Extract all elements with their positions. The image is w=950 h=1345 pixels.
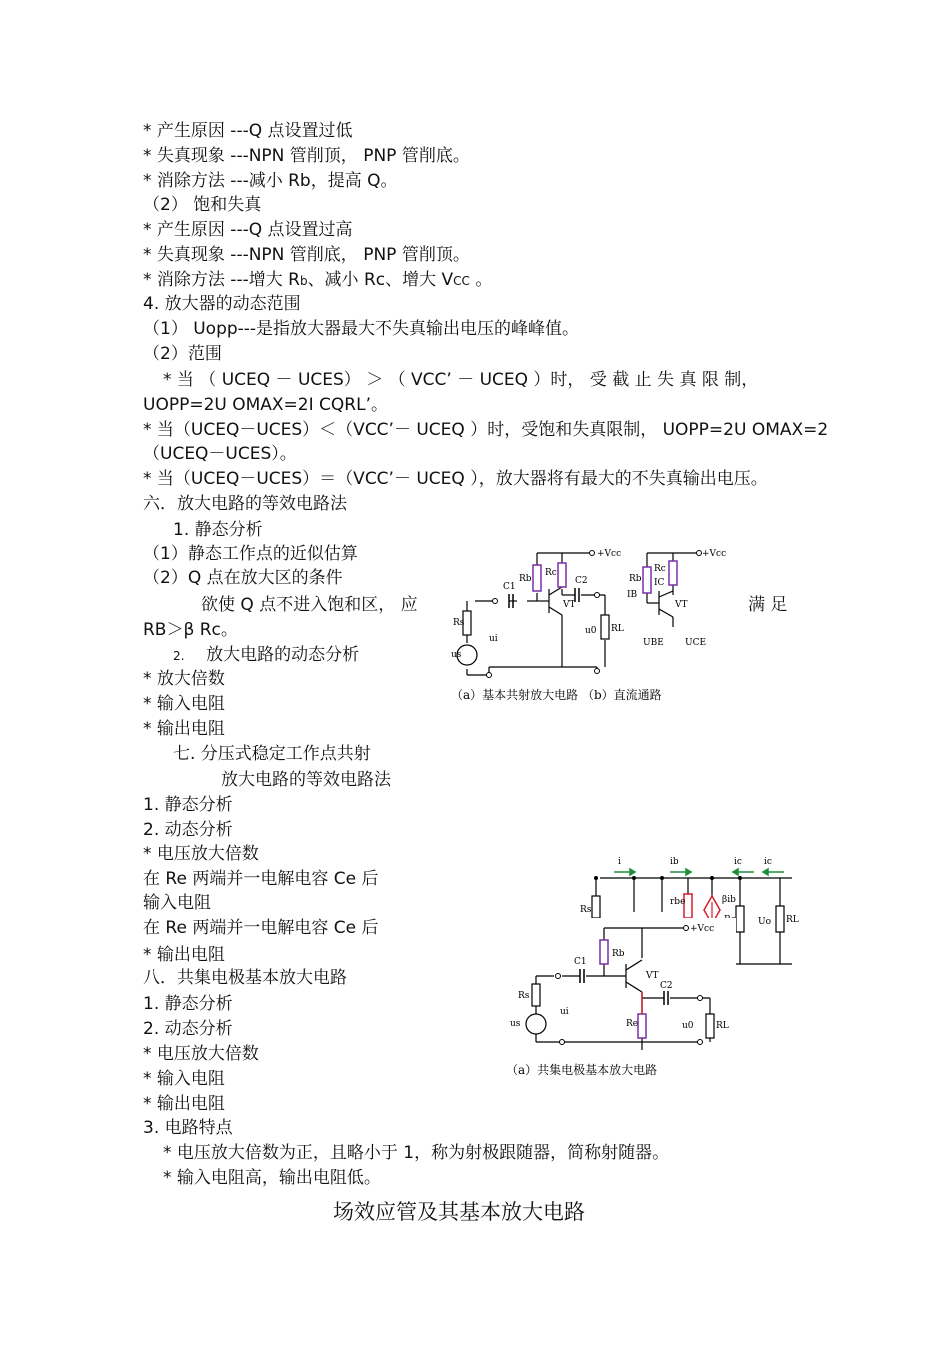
text-line: 1. 静态分析 xyxy=(173,520,263,540)
circuit-figure-cc xyxy=(500,918,736,1080)
re-label: Re xyxy=(626,1019,639,1029)
text-fragment: 。 xyxy=(469,270,493,290)
ube-label: UBE xyxy=(643,638,664,648)
ui-label: ui xyxy=(489,634,498,644)
list-item: * 电压放大倍数为正，且略小于 1，称为射极跟随器，简称射随器。 xyxy=(163,1143,670,1163)
ib-label: ib xyxy=(670,857,679,867)
list-item: * 输入电阻 xyxy=(143,1069,225,1089)
text-line: 输入电阻 xyxy=(143,893,211,913)
text-line: 在 Re 两端并一电解电容 Ce 后 xyxy=(143,869,379,889)
c1-label: C1 xyxy=(574,957,587,967)
text-line: （1） Uopp---是指放大器最大不失真输出电压的峰峰值。 xyxy=(143,319,580,339)
text-line xyxy=(143,269,492,292)
rb-label: Rb xyxy=(612,949,625,959)
transistor-label: VT xyxy=(563,600,576,610)
uo-label: Uo xyxy=(758,917,772,927)
list-item: * 电压放大倍数 xyxy=(143,1044,259,1064)
text-line: * 当（UCEQ－UCES）＜（VCC’－ UCEQ ）时，受饱和失真限制， UOPP=2U OMAX=2 xyxy=(143,420,829,440)
rl-label: RL xyxy=(786,915,799,925)
text-line: * 当（UCEQ－UCES）＝（VCC’－ UCEQ ），放大器将有最大的不失真输出电压。 xyxy=(143,469,768,489)
rb-label: Rb xyxy=(519,574,532,584)
heading: 六．放大电路的等效电路法 xyxy=(143,494,347,514)
figure-caption: （a）基本共射放大电路 （b）直流通路 xyxy=(451,688,662,702)
text-line: 在 Re 两端并一电解电容 Ce 后 xyxy=(143,918,379,938)
list-item: * 输入电阻 xyxy=(143,694,225,714)
ui-label: ui xyxy=(560,1007,569,1017)
us-label: us xyxy=(510,1019,521,1029)
us-label: us xyxy=(451,650,462,660)
il-label: ic xyxy=(764,857,772,867)
circuit-diagram xyxy=(447,545,733,707)
text-line: * 消除方法 ---减小 Rb，提高 Q。 xyxy=(143,171,398,191)
text-line: 满 足 xyxy=(748,595,788,615)
ic-label: IC xyxy=(654,578,665,588)
uce-label: UCE xyxy=(685,638,707,648)
c1-label: C1 xyxy=(503,582,516,592)
vcc-label: +Vcc xyxy=(690,924,715,934)
transistor-label: VT xyxy=(675,600,688,610)
list-item: * 输出电阻 xyxy=(143,1094,225,1114)
text-line: 欲使 Q 点不进入饱和区， 应 xyxy=(201,595,418,615)
list-item: * 输入电阻高，输出电阻低。 xyxy=(163,1168,381,1188)
rs-label: Rs xyxy=(518,991,530,1001)
rl-label: RL xyxy=(716,1021,729,1031)
rbe-label: rbe xyxy=(670,897,686,907)
text-line: 3. 电路特点 xyxy=(143,1118,233,1138)
c2-label: C2 xyxy=(575,576,588,586)
subscript: CC xyxy=(453,274,470,288)
text-line: （UCEQ－UCES）。 xyxy=(143,444,297,464)
heading: 放大电路的等效电路法 xyxy=(221,770,391,790)
text-line: 1. 静态分析 xyxy=(143,795,233,815)
text-fragment: * 消除方法 ---增大 R xyxy=(143,270,300,290)
text-line: UOPP=2U OMAX=2I CQRL’。 xyxy=(143,395,388,415)
ii-label: i xyxy=(618,857,621,867)
text-line: 2. 动态分析 xyxy=(143,820,233,840)
list-number: 2. xyxy=(173,649,185,663)
ic-label: ic xyxy=(734,857,742,867)
text-line: （2）范围 xyxy=(143,344,222,364)
subscript: b xyxy=(299,274,308,288)
beta-label: βib xyxy=(722,895,736,905)
text-fragment: 放大电路的动态分析 xyxy=(206,645,360,665)
text-line: * 失真现象 ---NPN 管削底， PNP 管削顶。 xyxy=(143,245,470,265)
text-line: * 产生原因 ---Q 点设置过高 xyxy=(143,220,353,240)
text-line: （2）Q 点在放大区的条件 xyxy=(143,568,343,588)
text-line: RB＞β Rc。 xyxy=(143,620,238,640)
text-line: 2. 动态分析 xyxy=(143,1019,233,1039)
rs-label: Rs xyxy=(453,618,465,628)
list-item: * 放大倍数 xyxy=(143,669,225,689)
text-line: * 产生原因 ---Q 点设置过低 xyxy=(143,121,353,141)
transistor-label: VT xyxy=(646,971,659,981)
c2-label: C2 xyxy=(660,981,673,991)
text-fragment: 、减小 Rc、增大 V xyxy=(307,270,454,290)
circuit-figure-ce xyxy=(447,545,733,707)
text-line: 1. 静态分析 xyxy=(143,994,233,1014)
text-line xyxy=(173,644,359,667)
list-item: * 输出电阻 xyxy=(143,945,225,965)
circuit-diagram xyxy=(500,918,736,1080)
rc-label: Rc xyxy=(654,564,666,574)
uo-label: u0 xyxy=(585,626,597,636)
ib-label: IB xyxy=(627,590,638,600)
text-line: * 当 （ UCEQ － UCES） ＞ （ VCC’ － UCEQ ）时， 受 截 止 失 真 限 制， xyxy=(163,370,759,390)
figure-caption: （a）共集电极基本放大电路 xyxy=(506,1063,658,1077)
rc-label: Rc xyxy=(545,568,557,578)
rb-label: Rb xyxy=(629,574,642,584)
text-line: * 失真现象 ---NPN 管削顶， PNP 管削底。 xyxy=(143,146,470,166)
heading: 八．共集电极基本放大电路 xyxy=(143,968,347,988)
rs-label: Rs xyxy=(580,905,592,915)
list-item: * 输出电阻 xyxy=(143,719,225,739)
text-line: （2） 饱和失真 xyxy=(143,195,262,215)
heading: 4. 放大器的动态范围 xyxy=(143,294,301,314)
uo-label: u0 xyxy=(682,1021,694,1031)
text-line: * 电压放大倍数 xyxy=(143,844,259,864)
heading: 七. 分压式稳定工作点共射 xyxy=(173,744,371,764)
vcc-label: +Vcc xyxy=(702,549,727,559)
rl-label: RL xyxy=(611,624,624,634)
vcc-label: +Vcc xyxy=(597,549,622,559)
text-line: （1）静态工作点的近似估算 xyxy=(143,544,358,564)
section-title: 场效应管及其基本放大电路 xyxy=(333,1200,585,1224)
